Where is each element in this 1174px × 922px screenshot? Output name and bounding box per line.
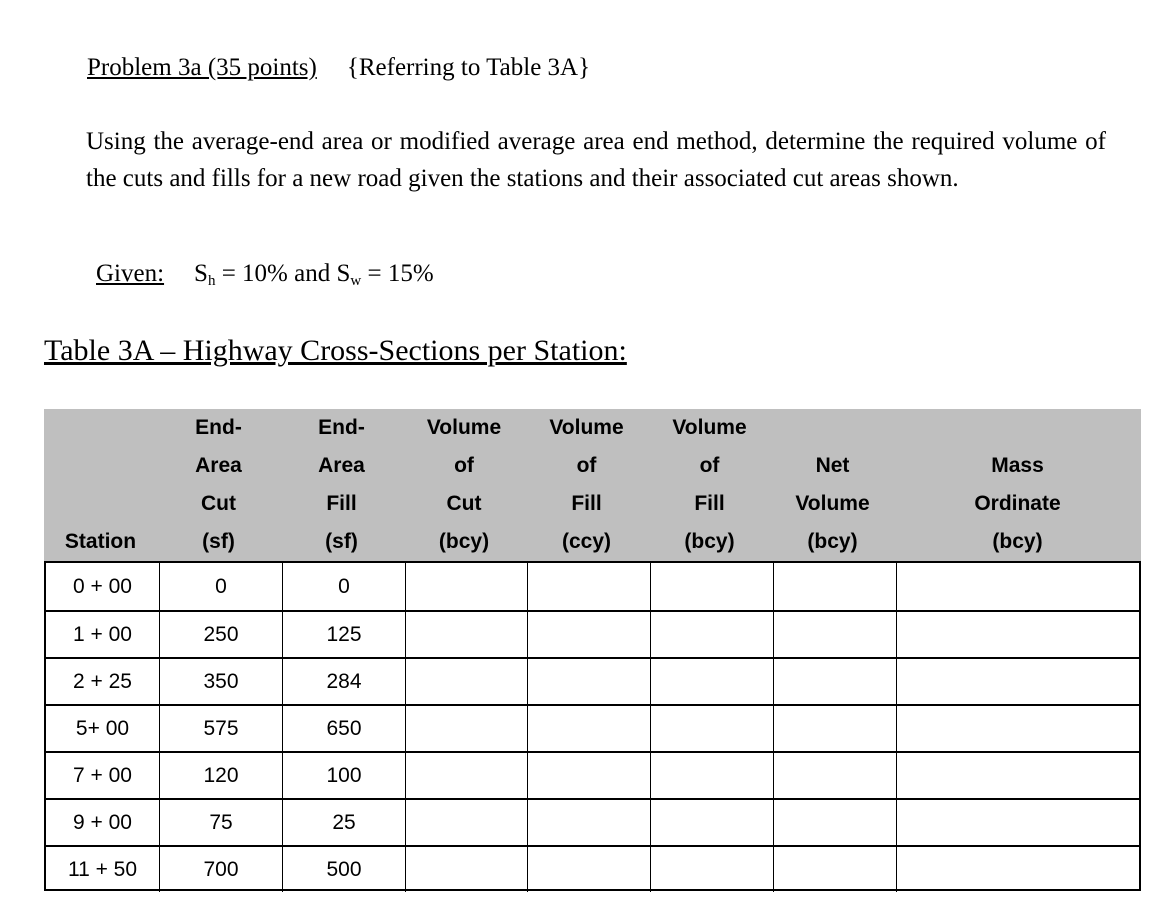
- header-line: Ordinate: [974, 492, 1061, 515]
- header-line: (bcy): [992, 530, 1043, 553]
- cell-volume-fill-bcy[interactable]: [650, 800, 773, 845]
- cell-net-volume[interactable]: [773, 706, 896, 751]
- table-body: [44, 561, 1141, 891]
- header-line: Volume: [426, 416, 502, 439]
- header-line: Net: [815, 454, 850, 477]
- given-label: Given:: [96, 260, 165, 287]
- header-line: Mass: [991, 454, 1044, 477]
- problem-reference: {Referring to Table 3A}: [346, 54, 591, 81]
- cell-volume-fill-bcy[interactable]: [650, 706, 773, 751]
- header-line: (bcy): [807, 530, 858, 553]
- header-line: Fill: [326, 492, 357, 515]
- cell-volume-fill-ccy[interactable]: [527, 612, 650, 657]
- cell-volume-fill-ccy[interactable]: [527, 800, 650, 845]
- cell-end-area-cut: 120: [159, 753, 282, 798]
- cell-volume-fill-bcy[interactable]: [650, 612, 773, 657]
- header-line: (ccy): [561, 530, 612, 553]
- cell-mass-ordinate[interactable]: [896, 706, 1139, 751]
- cell-volume-cut-bcy[interactable]: [405, 612, 527, 657]
- sh-value: = 10% and: [215, 260, 337, 287]
- cell-net-volume[interactable]: [773, 612, 896, 657]
- table-row: [46, 657, 1139, 704]
- problem-text: Using the average-end area or modified average area end method, determine the required volume of the cuts and fills for a new road given the stations and their associated cut areas shown.: [86, 128, 1106, 192]
- header-line: Station: [64, 530, 137, 553]
- table-row: [46, 751, 1139, 798]
- header-line: End-: [318, 416, 365, 439]
- cell-end-area-cut: 75: [159, 800, 282, 845]
- header-end-area-cut: [157, 409, 280, 561]
- header-volume-fill-ccy: [525, 409, 648, 561]
- table-row: [46, 798, 1139, 845]
- cell-volume-cut-bcy[interactable]: [405, 847, 527, 892]
- cell-volume-fill-ccy[interactable]: [527, 706, 650, 751]
- cell-volume-cut-bcy[interactable]: [405, 800, 527, 845]
- cell-mass-ordinate[interactable]: [896, 659, 1139, 704]
- cell-volume-fill-ccy[interactable]: [527, 847, 650, 892]
- cell-station: 2 + 25: [73, 669, 132, 693]
- header-mass-ordinate: [894, 409, 1141, 561]
- header-line: Cut: [446, 492, 482, 515]
- cell-volume-fill-bcy[interactable]: [650, 563, 773, 610]
- cell-end-area-fill: 25: [282, 800, 405, 845]
- cell-volume-fill-bcy[interactable]: [650, 847, 773, 892]
- cell-end-area-fill: 100: [282, 753, 405, 798]
- cell-end-area-cut: 350: [159, 659, 282, 704]
- cell-end-area-fill: 500: [282, 847, 405, 892]
- header-line: of: [699, 454, 720, 477]
- cell-volume-cut-bcy[interactable]: [405, 659, 527, 704]
- header-line: Cut: [201, 492, 236, 515]
- cell-net-volume[interactable]: [773, 753, 896, 798]
- cell-net-volume[interactable]: [773, 659, 896, 704]
- cell-end-area-cut: 700: [159, 847, 282, 892]
- cell-mass-ordinate[interactable]: [896, 753, 1139, 798]
- given-line: [96, 260, 434, 288]
- header-end-area-fill: [280, 409, 403, 561]
- cell-volume-fill-bcy[interactable]: [650, 753, 773, 798]
- sh-subscript: h: [207, 273, 216, 289]
- cell-station: 7 + 00: [73, 763, 132, 787]
- cell-end-area-cut: 575: [159, 706, 282, 751]
- table-row: [46, 845, 1139, 892]
- table-header: [44, 409, 1141, 561]
- problem-title: Problem 3a (35 points): [87, 54, 317, 81]
- header-line: (bcy): [438, 530, 490, 553]
- header-line: Fill: [571, 492, 602, 515]
- cell-mass-ordinate[interactable]: [896, 800, 1139, 845]
- cell-end-area-fill: 0: [282, 563, 405, 610]
- cell-end-area-fill: 284: [282, 659, 405, 704]
- header-line: of: [576, 454, 597, 477]
- cell-mass-ordinate[interactable]: [896, 563, 1139, 610]
- header-line: Volume: [549, 416, 624, 439]
- header-line: Area: [318, 454, 365, 477]
- table-row: [46, 610, 1139, 657]
- problem-heading: [87, 54, 590, 82]
- cell-station: 5+ 00: [75, 716, 130, 740]
- header-line: (sf): [325, 530, 358, 553]
- cell-end-area-cut: 250: [159, 612, 282, 657]
- sw-subscript: w: [350, 273, 362, 289]
- cell-net-volume[interactable]: [773, 800, 896, 845]
- header-line: Fill: [694, 492, 725, 515]
- sw-symbol: S: [336, 260, 351, 287]
- cell-net-volume[interactable]: [773, 563, 896, 610]
- cell-mass-ordinate[interactable]: [896, 847, 1139, 892]
- header-line: Area: [195, 454, 242, 477]
- cell-end-area-fill: 125: [282, 612, 405, 657]
- cell-station: 11 + 50: [67, 857, 138, 881]
- header-line: End-: [195, 416, 242, 439]
- header-line: (bcy): [684, 530, 735, 553]
- cell-mass-ordinate[interactable]: [896, 612, 1139, 657]
- sw-value: = 15%: [361, 260, 434, 287]
- cell-station: 1 + 00: [73, 622, 132, 646]
- table-title: Table 3A – Highway Cross-Sections per Station:: [44, 334, 627, 367]
- cell-volume-fill-ccy[interactable]: [527, 659, 650, 704]
- cell-volume-fill-bcy[interactable]: [650, 659, 773, 704]
- cell-end-area-fill: 650: [282, 706, 405, 751]
- cell-net-volume[interactable]: [773, 847, 896, 892]
- header-net-volume: [771, 409, 894, 561]
- cell-end-area-cut: 0: [159, 563, 282, 610]
- cell-volume-fill-ccy[interactable]: [527, 563, 650, 610]
- cell-volume-fill-ccy[interactable]: [527, 753, 650, 798]
- header-volume-cut-bcy: [403, 409, 525, 561]
- header-line: of: [454, 454, 474, 477]
- header-volume-fill-bcy: [648, 409, 771, 561]
- cell-volume-cut-bcy[interactable]: [405, 563, 527, 610]
- table-row: [46, 563, 1139, 610]
- cell-volume-cut-bcy[interactable]: [405, 753, 527, 798]
- header-line: Volume: [795, 492, 870, 515]
- header-line: (sf): [202, 530, 235, 553]
- cell-volume-cut-bcy[interactable]: [405, 706, 527, 751]
- table-row: [46, 704, 1139, 751]
- sh-symbol: S: [194, 260, 208, 287]
- header-line: Volume: [672, 416, 747, 439]
- header-station: [44, 409, 157, 561]
- cell-station: 0 + 00: [73, 574, 132, 598]
- cell-station: 9 + 00: [73, 810, 132, 834]
